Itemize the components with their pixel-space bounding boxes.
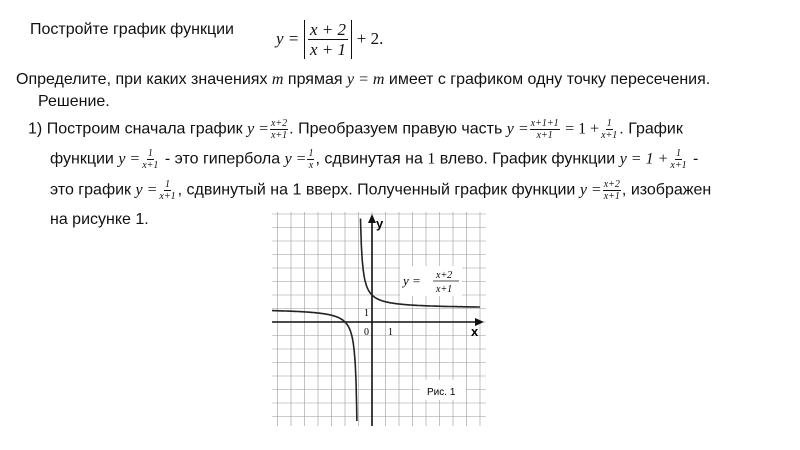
task-formula-lhs: y = (276, 28, 300, 48)
frac-den: x+1 (670, 160, 687, 171)
origin-label: 0 (364, 327, 369, 338)
step1-l1-f1: y = (247, 120, 269, 138)
unit-y-label: 1 (364, 308, 369, 319)
step1-line4: на рисунке 1. (50, 211, 149, 228)
step1-l2-frac3 (669, 148, 687, 171)
question-m: m (271, 71, 284, 88)
y-axis-arrow-icon (368, 214, 376, 223)
frac-num: 1 (165, 179, 170, 190)
step1-l2-f3: y = 1 + (619, 150, 669, 168)
step1-l1-f3: = 1 + (565, 120, 600, 138)
frac-den: x+1 (536, 130, 553, 141)
unit-x-label: 1 (388, 327, 393, 338)
step1-l3-text-b: , сдвинутый на 1 вверх. Полученный график функции (177, 181, 576, 199)
step1-l1-frac3 (600, 118, 618, 141)
question-text-1: Определите, при каких значениях (16, 71, 268, 88)
step1-l1-f2: y = (506, 120, 529, 138)
step1-l2-text-c: , сдвинутая на (315, 150, 423, 168)
frac-num: 1 (147, 148, 153, 159)
function-graph (272, 212, 486, 426)
task-fraction (308, 20, 348, 59)
step1-l1-text-a: Построим сначала график (46, 120, 243, 138)
step1-l1-text-b: . Преобразуем правую часть (289, 120, 503, 138)
step1-line3 (50, 179, 711, 202)
task-formula (276, 20, 383, 59)
frac-num: x+1+1 (530, 118, 559, 129)
step1-l1-frac2 (530, 118, 560, 141)
frac-num: x+2 (270, 118, 288, 129)
task-line (30, 20, 234, 40)
question-line-eq: y = m (346, 71, 385, 88)
curve-label-den: x+1 (436, 284, 453, 295)
step1-l3-text-c: , изображен (621, 181, 712, 199)
step1-line2 (50, 148, 698, 171)
y-axis-label: y (376, 216, 384, 231)
frac-num: 1 (606, 118, 612, 129)
question-text-2: прямая (287, 71, 343, 88)
task-formula-tail: + 2. (356, 28, 384, 48)
question-text-3: имеет с графиком одну точку пересечения. (388, 71, 711, 88)
curve-label (400, 266, 462, 296)
task-text: Постройте график функции (30, 21, 234, 38)
step1-l2-text-d: влево. График функции (439, 150, 616, 168)
step1-l2-one: 1 (427, 150, 436, 168)
step1-l2-text-e: - (693, 150, 699, 168)
step1-l2-f1: y = (118, 150, 141, 168)
step1-l3-text-a: это график (50, 181, 132, 199)
question-line (16, 70, 710, 90)
step1-l1-text-c: . График (619, 120, 683, 138)
task-fraction-num: x + 2 (310, 20, 347, 39)
step1-l1-frac1 (270, 118, 288, 141)
frac-den: x+1 (270, 130, 288, 141)
solution-heading: Решение. (38, 93, 110, 110)
step1-l2-text-b: - это гипербола (164, 150, 281, 168)
frac-num: x+2 (603, 179, 620, 190)
step1-line1 (28, 118, 683, 141)
step-number: 1) (28, 120, 43, 138)
absolute-value-bars (304, 20, 352, 59)
step1-l3-frac2 (603, 179, 621, 202)
step1-l3-frac1 (158, 179, 176, 202)
frac-den: x+1 (603, 191, 620, 202)
frac-num: 1 (308, 148, 314, 159)
curve-label-lhs: y = (403, 273, 421, 288)
frac-den: x (308, 160, 314, 171)
step1-l3-f1: y = (135, 181, 158, 199)
frac-den: x+1 (159, 191, 176, 202)
step1-l2-frac1 (141, 148, 159, 171)
step1-l2-text-a: функции (50, 150, 114, 168)
curve-left-branch (272, 311, 357, 421)
task-fraction-den: x + 1 (310, 40, 347, 59)
curve-label-num: x+2 (436, 270, 453, 281)
x-axis-label: x (471, 324, 479, 339)
frac-num: 1 (675, 148, 681, 159)
figure-caption: Рис. 1 (427, 387, 456, 398)
step1-l2-frac2 (307, 148, 314, 171)
step1-l2-f2: y = (284, 150, 307, 168)
frac-den: x+1 (142, 160, 159, 171)
frac-den: x+1 (601, 130, 618, 141)
step1-l3-f2: y = (579, 181, 602, 199)
